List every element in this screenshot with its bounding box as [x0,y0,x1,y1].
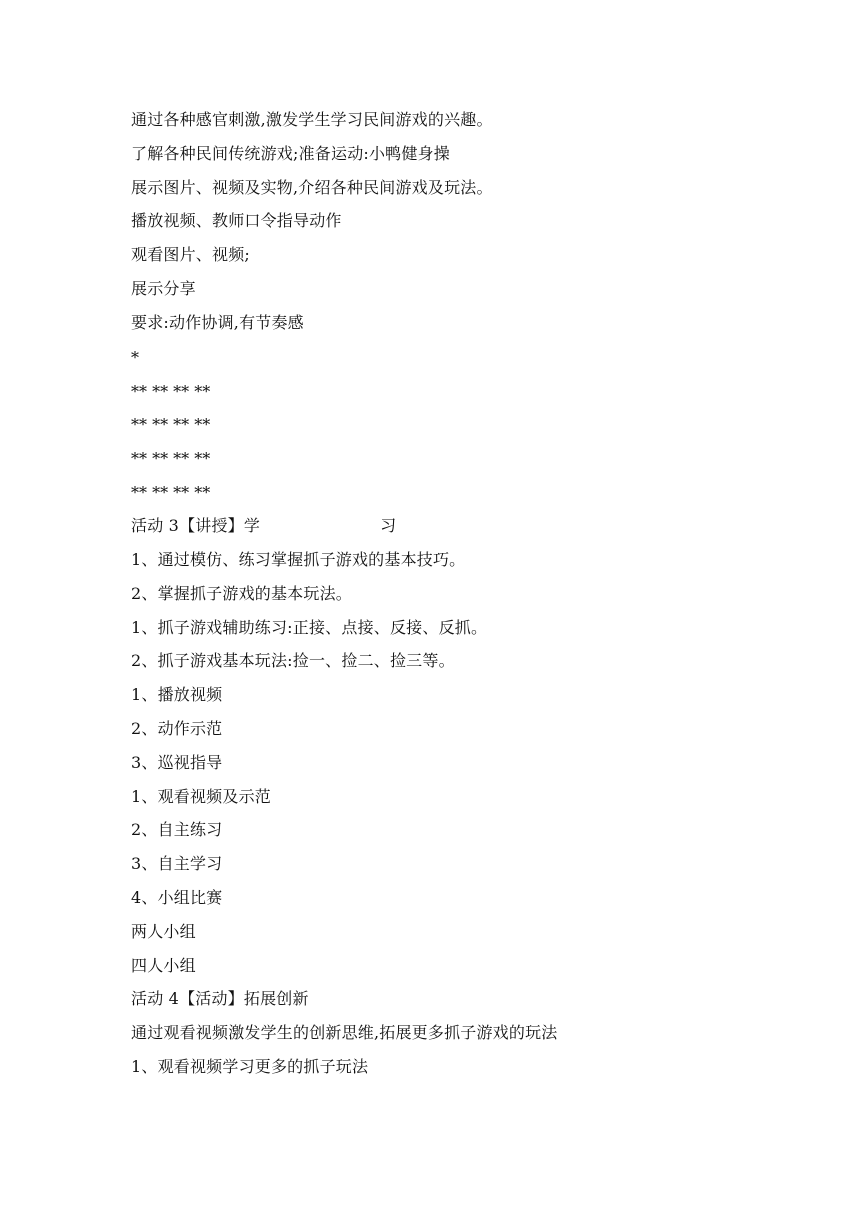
text-line: 通过各种感官刺激,激发学生学习民间游戏的兴趣。 [131,110,493,129]
text-line: 1、观看视频学习更多的抓子玩法 [131,1057,369,1076]
text-line: 了解各种民间传统游戏;准备运动:小鸭健身操 [131,144,450,163]
text-line: 观看图片、视频; [131,245,250,264]
asterisk-line: ** ** ** ** [131,449,211,468]
text-line: 1、观看视频及示范 [131,787,271,806]
asterisk-line: ** ** ** ** [131,483,211,502]
text-line: 3、巡视指导 [131,753,223,772]
activity-4-heading: 活动 4【活动】拓展创新 [131,989,309,1008]
text-line: 展示图片、视频及实物,介绍各种民间游戏及玩法。 [131,178,493,197]
text-line: 4、小组比赛 [131,888,223,907]
text-line: 通过观看视频激发学生的创新思维,拓展更多抓子游戏的玩法 [131,1023,558,1042]
activity-3-suffix: 习 [380,516,397,535]
text-line: 要求:动作协调,有节奏感 [131,313,304,332]
text-line: 2、自主练习 [131,820,223,839]
activity-3-prefix: 活动 3【讲授】学 [131,516,261,535]
text-line: 2、抓子游戏基本玩法:捡一、捡二、捡三等。 [131,651,455,670]
text-line: 展示分享 [131,279,196,298]
text-line: 3、自主学习 [131,854,223,873]
text-line: 2、动作示范 [131,719,223,738]
text-line: 四人小组 [131,956,196,975]
asterisk-line: ** ** ** ** [131,415,211,434]
text-line: 两人小组 [131,922,196,941]
asterisk-line: * [131,348,139,367]
asterisk-line: ** ** ** ** [131,382,211,401]
text-line: 2、掌握抓子游戏的基本玩法。 [131,584,352,603]
text-line: 1、通过模仿、练习掌握抓子游戏的基本技巧。 [131,550,466,569]
text-line: 1、抓子游戏辅助练习:正接、点接、反接、反抓。 [131,618,488,637]
activity-3-heading [131,516,396,536]
text-line: 播放视频、教师口令指导动作 [131,211,342,230]
text-line: 1、播放视频 [131,685,223,704]
